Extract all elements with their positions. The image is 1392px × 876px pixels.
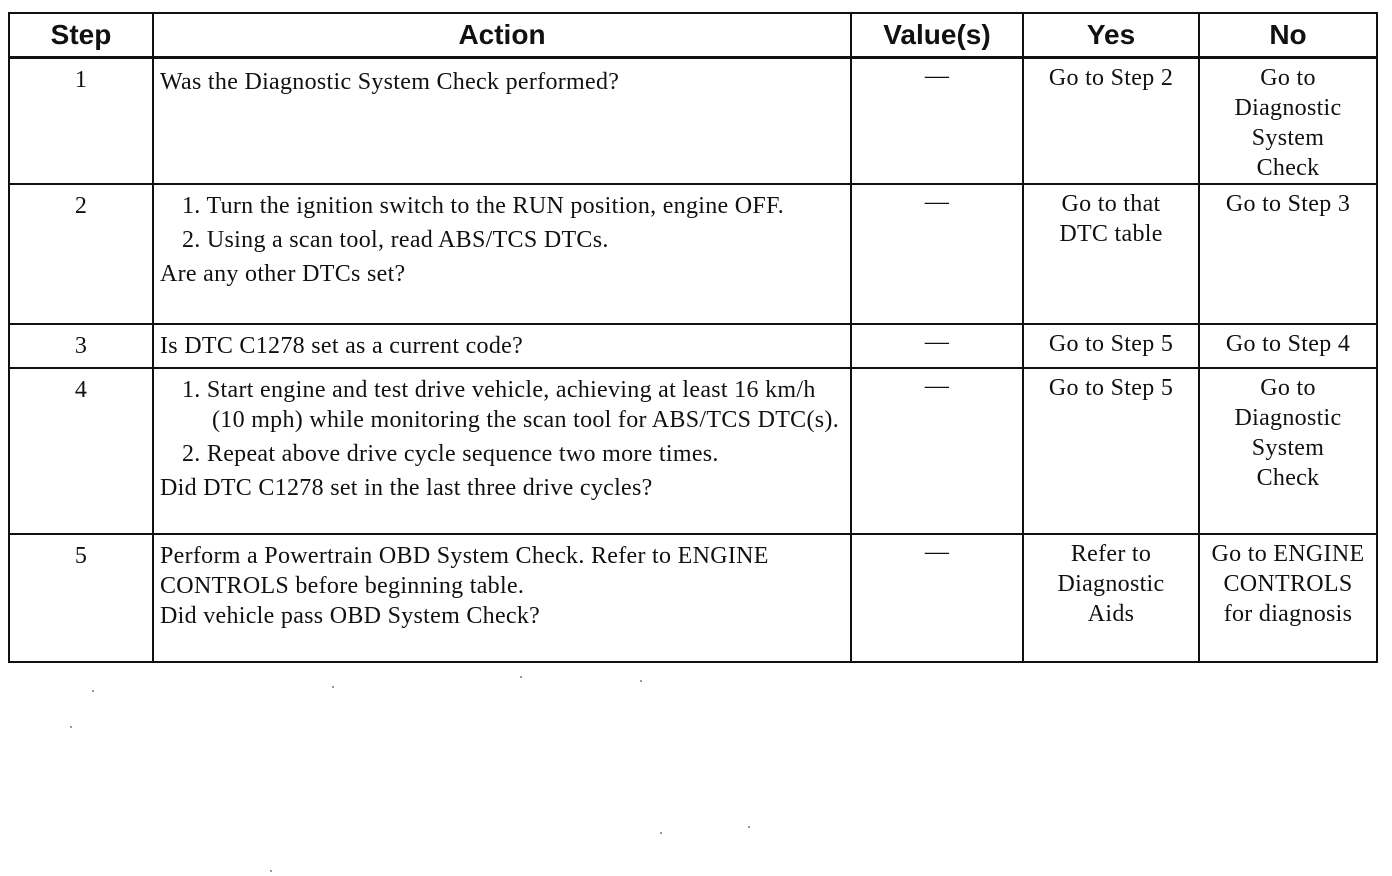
step-number: 4 xyxy=(9,368,153,534)
action-cell xyxy=(153,534,851,662)
action-steps xyxy=(160,375,844,469)
action-steps xyxy=(160,191,844,255)
header-row xyxy=(9,13,1377,58)
action-question: Is DTC C1278 set as a current code? xyxy=(160,333,524,359)
action-step-item: 2. Repeat above drive cycle sequence two more times. xyxy=(182,441,719,467)
value-dash: — xyxy=(924,373,950,399)
value-cell xyxy=(851,324,1023,368)
table-row xyxy=(9,324,1377,368)
yes-cell: Go to Step 5 xyxy=(1023,368,1199,534)
diagnostic-table xyxy=(8,12,1378,663)
scan-speck xyxy=(70,726,72,728)
action-step-item: 1. Turn the ignition switch to the RUN position, engine OFF. xyxy=(182,193,785,219)
yes-cell: Go to that DTC table xyxy=(1023,184,1199,324)
action-question: Are any other DTCs set? xyxy=(160,261,406,287)
scan-speck xyxy=(92,690,94,692)
action-cell xyxy=(153,324,851,368)
action-question: Was the Diagnostic System Check performed? xyxy=(160,69,620,95)
no-cell: Go to Step 3 xyxy=(1199,184,1377,324)
header-values: Value(s) xyxy=(851,13,1023,58)
no-cell: Go to Diagnostic System Check xyxy=(1199,368,1377,534)
scan-speck xyxy=(640,680,642,682)
scan-speck xyxy=(332,686,334,688)
yes-cell: Go to Step 2 xyxy=(1023,58,1199,185)
scan-speck xyxy=(520,676,522,678)
scan-speck xyxy=(660,832,662,834)
no-cell: Go to Step 4 xyxy=(1199,324,1377,368)
action-cell xyxy=(153,184,851,324)
scan-speck xyxy=(748,826,750,828)
table-row xyxy=(9,368,1377,534)
action-question: Did DTC C1278 set in the last three drive cycles? xyxy=(160,475,653,501)
no-cell: Go to ENGINE CONTROLS for diagnosis xyxy=(1199,534,1377,662)
action-question: Did vehicle pass OBD System Check? xyxy=(160,603,541,629)
table-row xyxy=(9,58,1377,185)
action-step-item: 1. Start engine and test drive vehicle, achieving at least 16 km/h (10 mph) while monitoring the scan tool for ABS/TCS DTC(s). xyxy=(182,377,839,433)
value-dash: — xyxy=(924,189,950,215)
value-cell xyxy=(851,368,1023,534)
value-dash: — xyxy=(924,63,950,89)
table-row xyxy=(9,184,1377,324)
value-cell xyxy=(851,534,1023,662)
scan-speck xyxy=(270,870,272,872)
yes-cell: Refer to Diagnostic Aids xyxy=(1023,534,1199,662)
value-dash: — xyxy=(924,329,950,355)
header-step: Step xyxy=(9,13,153,58)
action-cell xyxy=(153,58,851,185)
diagnostic-table-document xyxy=(8,12,1376,663)
step-number: 3 xyxy=(9,324,153,368)
no-cell: Go to Diagnostic System Check xyxy=(1199,58,1377,185)
step-number: 2 xyxy=(9,184,153,324)
table-row xyxy=(9,534,1377,662)
step-number: 1 xyxy=(9,58,153,185)
step-number: 5 xyxy=(9,534,153,662)
header-yes: Yes xyxy=(1023,13,1199,58)
value-cell xyxy=(851,184,1023,324)
action-step-item: 2. Using a scan tool, read ABS/TCS DTCs. xyxy=(182,227,609,253)
value-cell xyxy=(851,58,1023,185)
action-instruction: Perform a Powertrain OBD System Check. Refer to ENGINE CONTROLS before beginning table. xyxy=(160,543,769,599)
header-action: Action xyxy=(153,13,851,58)
value-dash: — xyxy=(924,539,950,565)
yes-cell: Go to Step 5 xyxy=(1023,324,1199,368)
header-no: No xyxy=(1199,13,1377,58)
action-cell xyxy=(153,368,851,534)
